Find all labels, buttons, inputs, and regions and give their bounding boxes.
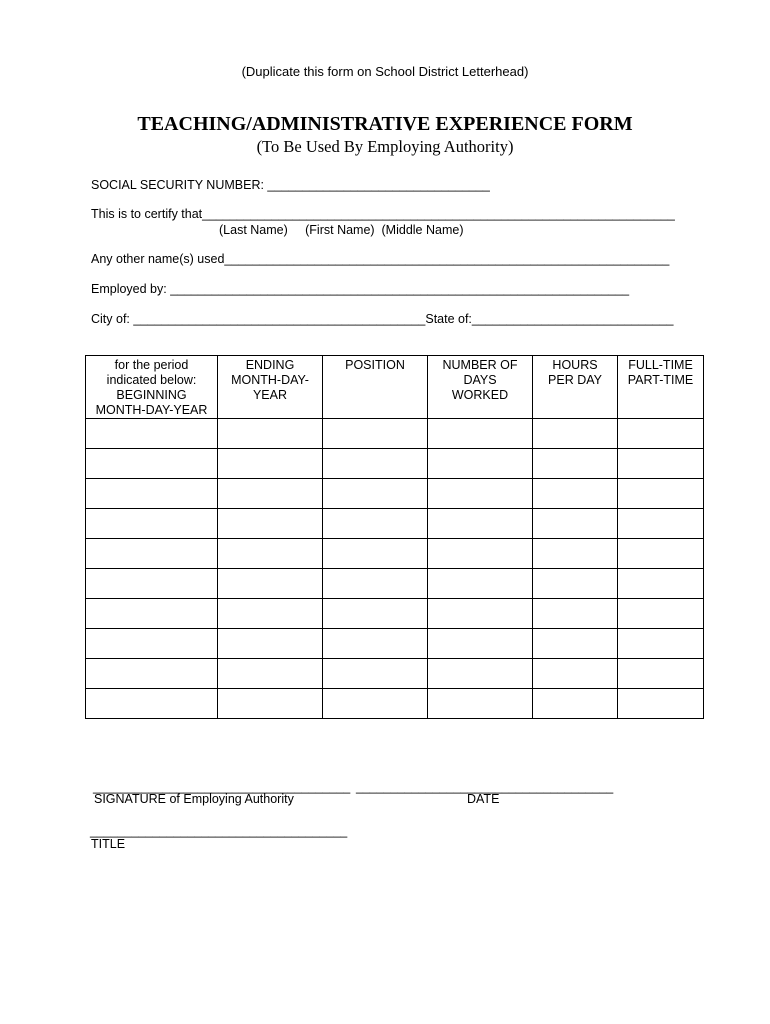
table-cell[interactable] [323, 689, 428, 719]
title-label: TITLE [91, 837, 126, 851]
signature-label: SIGNATURE of Employing Authority [94, 792, 294, 806]
table-cell[interactable] [618, 599, 704, 629]
table-cell[interactable] [86, 479, 218, 509]
column-header [323, 356, 428, 419]
table-cell[interactable] [428, 419, 533, 449]
table-cell[interactable] [428, 629, 533, 659]
table-cell[interactable] [428, 659, 533, 689]
column-header [428, 356, 533, 419]
column-header [86, 356, 218, 419]
table-cell[interactable] [428, 599, 533, 629]
signature-line[interactable]: _____________________________________ [93, 780, 351, 794]
column-header-line: POSITION [345, 358, 405, 372]
table-cell[interactable] [323, 419, 428, 449]
date-label: DATE [467, 792, 500, 806]
column-header-line: PART-TIME [627, 373, 694, 387]
table-row [86, 629, 704, 659]
table-cell[interactable] [618, 659, 704, 689]
table-cell[interactable] [618, 419, 704, 449]
table-cell[interactable] [218, 539, 323, 569]
column-header-line: DAYS [463, 373, 497, 387]
table-cell[interactable] [618, 539, 704, 569]
column-header [218, 356, 323, 419]
table-cell[interactable] [618, 629, 704, 659]
table-cell[interactable] [86, 569, 218, 599]
table-cell[interactable] [323, 629, 428, 659]
column-header-line: MONTH-DAY- [231, 373, 309, 387]
table-cell[interactable] [533, 449, 618, 479]
table-cell[interactable] [428, 479, 533, 509]
table-cell[interactable] [428, 449, 533, 479]
table-cell[interactable] [533, 599, 618, 629]
table-cell[interactable] [323, 539, 428, 569]
form-subtitle: (To Be Used By Employing Authority) [256, 137, 514, 156]
column-header-line: for the period [114, 358, 189, 372]
table-cell[interactable] [218, 629, 323, 659]
table-cell[interactable] [618, 449, 704, 479]
city-state-field[interactable]: City of: __________________________________________State of:_____________________________ [91, 312, 674, 326]
column-header-line: PER DAY [548, 373, 602, 387]
name-order-hint: (Last Name) (First Name) (Middle Name) [219, 223, 464, 237]
table-cell[interactable] [533, 419, 618, 449]
column-header-line: MONTH-DAY-YEAR [95, 403, 208, 417]
other-names-field[interactable]: Any other name(s) used________________________________________________________________ [91, 252, 670, 266]
table-cell[interactable] [323, 479, 428, 509]
table-row [86, 569, 704, 599]
date-line[interactable]: _____________________________________ [356, 780, 614, 794]
table-cell[interactable] [618, 479, 704, 509]
table-cell[interactable] [533, 569, 618, 599]
column-header-line: WORKED [451, 388, 509, 402]
table-cell[interactable] [218, 599, 323, 629]
employed-by-field[interactable]: Employed by: __________________________________________________________________ [91, 282, 630, 296]
table-row [86, 479, 704, 509]
table-row [86, 599, 704, 629]
letterhead-note: (Duplicate this form on School District Letterhead) [241, 64, 529, 79]
column-header-line: NUMBER OF [442, 358, 518, 372]
table-cell[interactable] [428, 509, 533, 539]
table-cell[interactable] [218, 689, 323, 719]
column-header-line: BEGINNING [116, 388, 187, 402]
table-cell[interactable] [323, 599, 428, 629]
column-header [533, 356, 618, 419]
column-header-line: indicated below: [106, 373, 197, 387]
column-header-line: ENDING [245, 358, 295, 372]
table-cell[interactable] [86, 509, 218, 539]
table-cell[interactable] [618, 509, 704, 539]
table-cell[interactable] [86, 659, 218, 689]
table-cell[interactable] [533, 659, 618, 689]
table-row [86, 659, 704, 689]
column-header-line: HOURS [552, 358, 598, 372]
table-cell[interactable] [218, 419, 323, 449]
form-title: TEACHING/ADMINISTRATIVE EXPERIENCE FORM [137, 113, 633, 135]
table-cell[interactable] [323, 509, 428, 539]
table-cell[interactable] [323, 569, 428, 599]
table-cell[interactable] [428, 569, 533, 599]
table-cell[interactable] [533, 479, 618, 509]
table-cell[interactable] [533, 629, 618, 659]
title-line[interactable]: _____________________________________ [90, 824, 348, 838]
table-cell[interactable] [86, 689, 218, 719]
table-cell[interactable] [618, 569, 704, 599]
table-body [86, 419, 704, 719]
table-cell[interactable] [533, 689, 618, 719]
table-cell[interactable] [618, 689, 704, 719]
table-cell[interactable] [218, 479, 323, 509]
table-cell[interactable] [323, 659, 428, 689]
table-row [86, 539, 704, 569]
table-cell[interactable] [428, 539, 533, 569]
table-cell[interactable] [218, 569, 323, 599]
ssn-field[interactable]: SOCIAL SECURITY NUMBER: ________________________________ [91, 178, 490, 192]
table-cell[interactable] [86, 449, 218, 479]
table-cell[interactable] [86, 539, 218, 569]
table-cell[interactable] [428, 689, 533, 719]
table-cell[interactable] [218, 509, 323, 539]
column-header-line: YEAR [252, 388, 288, 402]
table-row [86, 509, 704, 539]
table-cell[interactable] [86, 599, 218, 629]
table-header-row [86, 356, 704, 419]
table-cell[interactable] [533, 539, 618, 569]
table-cell[interactable] [533, 509, 618, 539]
experience-table [85, 355, 704, 719]
column-header-line: FULL-TIME [628, 358, 693, 372]
table-cell[interactable] [218, 449, 323, 479]
table-cell[interactable] [86, 419, 218, 449]
table-cell[interactable] [323, 449, 428, 479]
column-header [618, 356, 704, 419]
table-cell[interactable] [86, 629, 218, 659]
certify-name-field[interactable]: This is to certify that____________________________________________________________________ [91, 207, 675, 221]
table-cell[interactable] [218, 659, 323, 689]
table-row [86, 689, 704, 719]
table-row [86, 449, 704, 479]
table-row [86, 419, 704, 449]
